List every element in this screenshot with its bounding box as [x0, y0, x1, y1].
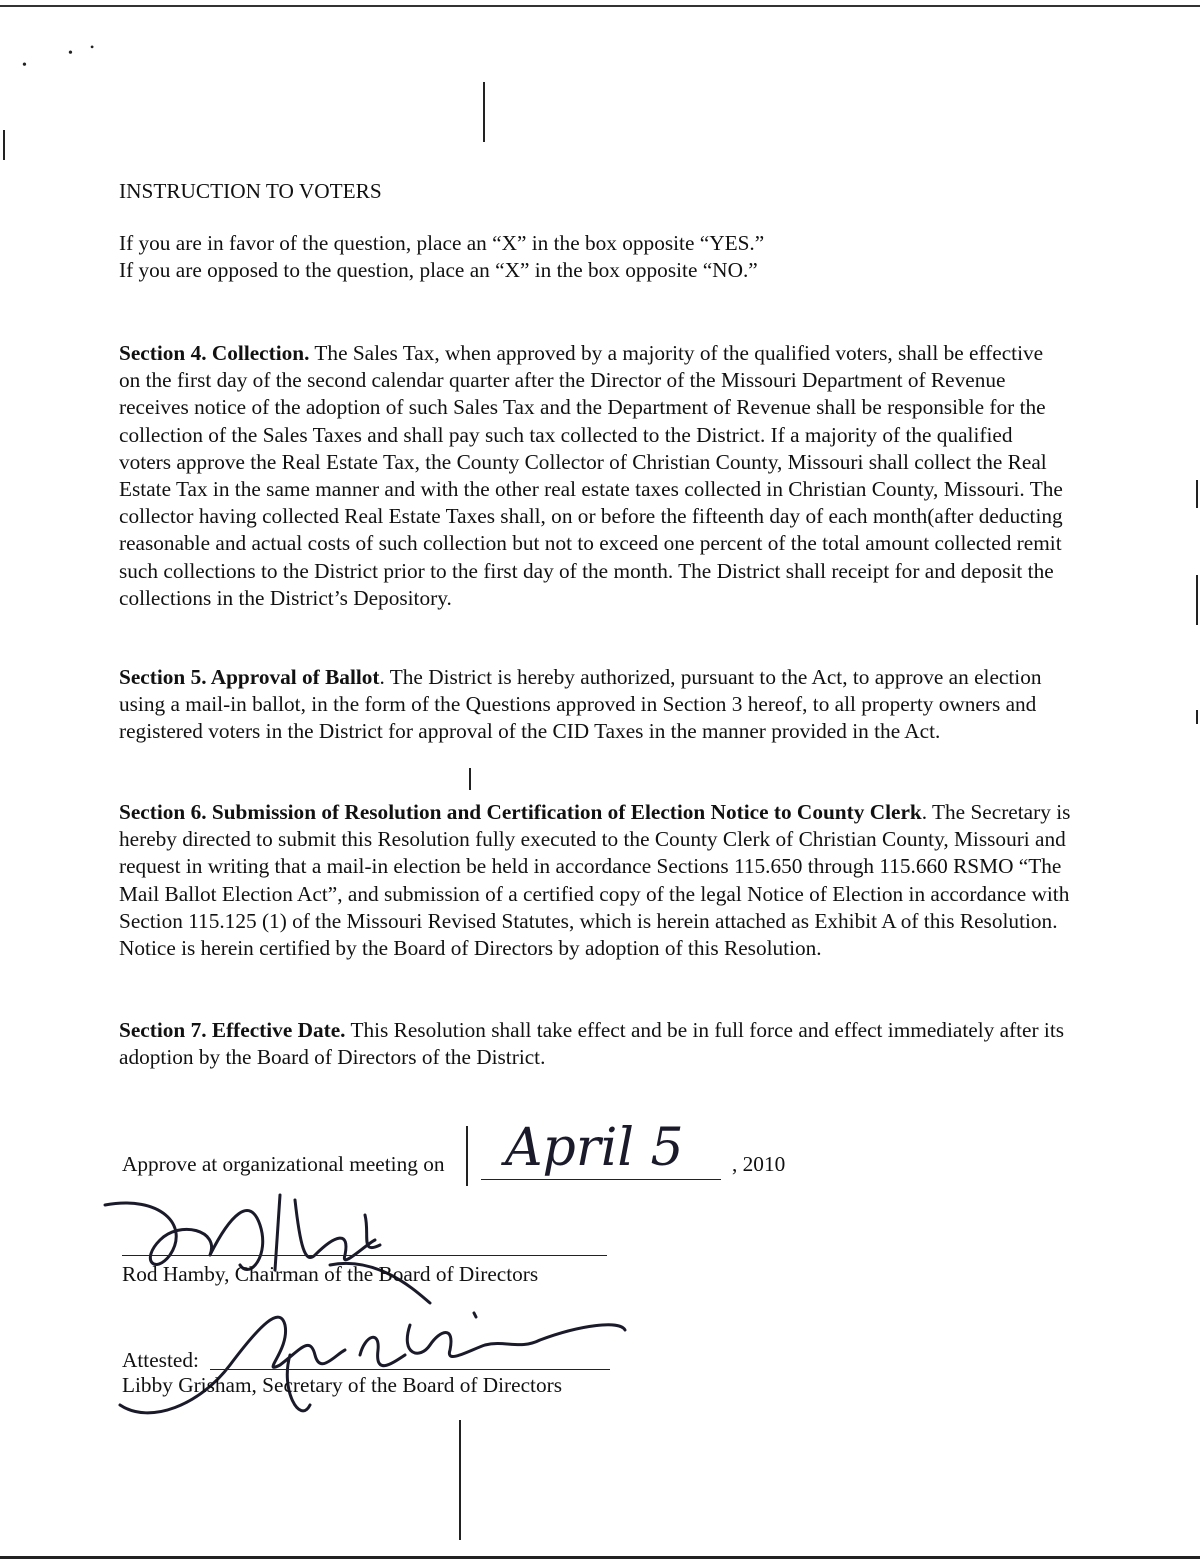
approval-year: , 2010: [732, 1152, 786, 1176]
secretary-signature-line: [210, 1369, 610, 1370]
scan-mark: [1196, 480, 1198, 508]
voter-instructions: [119, 230, 1069, 284]
scan-mark: [3, 130, 5, 160]
section-4: [119, 340, 1069, 612]
chairman-signature-line: [122, 1255, 607, 1256]
date-underline: [481, 1179, 721, 1180]
approval-label: Approve at organizational meeting on: [122, 1152, 445, 1176]
scan-speck: •: [90, 40, 95, 54]
section-4-title: Section 4. Collection.: [119, 341, 310, 365]
section-6: [119, 799, 1079, 962]
instruction-yes: If you are in favor of the question, place an “X” in the box opposite “YES.”: [119, 231, 765, 255]
section-7-title: Section 7. Effective Date.: [119, 1018, 346, 1042]
chairman-caption: Rod Hamby, Chairman of the Board of Directors: [122, 1262, 539, 1286]
scan-speck: •: [22, 58, 27, 73]
chairman-signature: [100, 1185, 440, 1305]
scan-mark: [1196, 710, 1198, 724]
scan-mark: [1196, 575, 1198, 625]
scan-edge-top: [0, 5, 1200, 7]
section-7-body: This Resolution shall take effect and be in full force and effect immediately after its adoption by the Board of Directors of the District.: [119, 1018, 1065, 1070]
section-5: [119, 664, 1069, 746]
handwritten-date: April 5: [505, 1118, 684, 1178]
scan-mark: [466, 1126, 468, 1186]
secretary-caption: Libby Grisham, Secretary of the Board of Directors: [122, 1373, 562, 1397]
instruction-heading: INSTRUCTION TO VOTERS: [119, 179, 382, 203]
scan-mark: [469, 768, 471, 790]
attested-label: Attested:: [122, 1348, 199, 1372]
section-4-body: The Sales Tax, when approved by a majority of the qualified voters, shall be effective on the first day of the second calendar quarter after the Director of the Missouri Department of Revenue receives notice of the adoption of such Sales Tax and the Department of Revenue shall be responsible for the collection of the Sales Taxes and shall pay such tax collected to the District. If a majority of the qualified voters approve the Real Estate Tax, the County Collector of Christian County, Missouri shall collect the Real Estate Tax in the same manner and with the other real estate taxes collected in Christian County, Missouri. The collector having collected Real Estate Taxes shall, on or before the fifteenth day of each month(after deducting reasonable and actual costs of such collection but not to exceed one percent of the total amount collected remit such collections to the District prior to the first day of the month. The District shall receipt for and deposit the collections in the District’s Depository.: [119, 341, 1063, 610]
scan-speck: •: [68, 46, 73, 61]
scan-edge-bottom: [0, 1556, 1200, 1559]
scan-mark: [483, 82, 485, 142]
section-5-body: . The District is hereby authorized, pursuant to the Act, to approve an election using a mail-in ballot, in the form of the Questions approved in Section 3 hereof, to all property owners and registered voters in the District for approval of the CID Taxes in the manner provided in the Act.: [119, 665, 1042, 744]
instruction-no: If you are opposed to the question, place an “X” in the box opposite “NO.”: [119, 258, 758, 283]
section-6-title: Section 6. Submission of Resolution and Certification of Election Notice to County Clerk: [119, 800, 922, 824]
section-5-title: Section 5. Approval of Ballot: [119, 665, 380, 689]
section-6-body: . The Secretary is hereby directed to submit this Resolution fully executed to the County Clerk of Christian County, Missouri and request in writing that a mail-in election be held in accordance Sections 115.650 through 115.660 RSMO “The Mail Ballot Election Act”, and submission of a certified copy of the legal Notice of Election in accordance with Section 115.125 (1) of the Missouri Revised Statutes, which is herein attached as Exhibit A of this Resolution. Notice is herein certified by the Board of Directors by adoption of this Resolution.: [119, 800, 1071, 961]
section-7: [119, 1017, 1069, 1071]
scan-mark: [459, 1420, 461, 1540]
